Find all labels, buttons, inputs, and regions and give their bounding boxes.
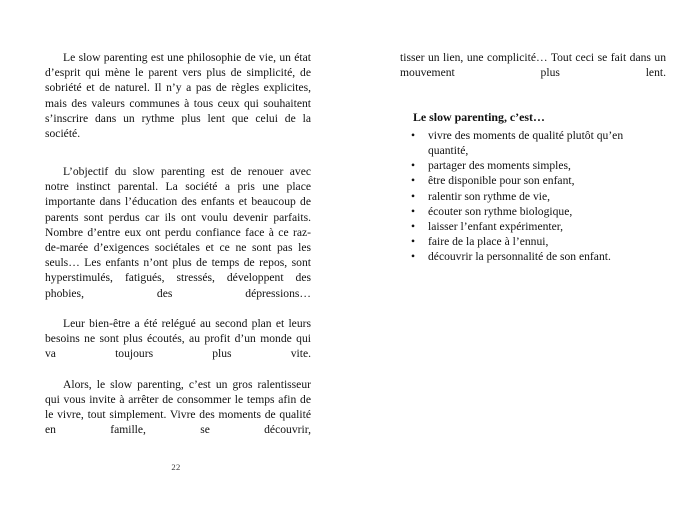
list-item-label: partager des moments simples, (428, 159, 571, 173)
list-item (400, 249, 666, 264)
list-item (400, 158, 666, 173)
right-text-column (400, 50, 666, 265)
list-item-label: être disponible pour son enfant, (428, 174, 575, 188)
paragraph: Leur bien-être a été relégué au second plan et leurs besoins ne sont plus écoutés, au profit d’un monde qui va toujours plus vite. (45, 317, 311, 361)
list-item-label: vivre des moments de qualité plutôt qu’en quantité, (428, 128, 624, 158)
list-item-label: laisser l’enfant expérimenter, (428, 220, 564, 234)
bullet-icon: • (411, 128, 416, 142)
list-item (400, 219, 666, 234)
list-item (400, 128, 666, 158)
bullet-icon: • (411, 174, 416, 188)
bullet-icon: • (411, 189, 416, 203)
bullet-list (400, 128, 666, 265)
list-item (400, 189, 666, 204)
list-item (400, 234, 666, 249)
bullet-icon: • (411, 204, 416, 218)
left-text-column (45, 50, 311, 453)
list-item (400, 204, 666, 219)
paragraph: tisser un lien, une complicité… Tout ceci se fait dans un mouvement plus lent. (400, 51, 666, 80)
list-item (400, 173, 666, 188)
bullet-icon: • (411, 250, 416, 264)
bullet-icon: • (411, 235, 416, 249)
page-number: 22 (171, 462, 181, 472)
list-item-label: faire de la place à l’ennui, (428, 235, 549, 249)
paragraph: Alors, le slow parenting, c’est un gros ralentisseur qui vous invite à arrêter de consommer le temps afin de le vivre, tout simplement. Vivre des moments de qualité en famille, se découvrir, (45, 377, 311, 437)
section-heading: Le slow parenting, c’est… (413, 109, 545, 124)
list-item-label: écouter son rythme biologique, (428, 204, 573, 218)
paragraph: Le slow parenting est une philosophie de vie, un état d’esprit qui mène le parent vers plus de simplicité, de sobriété et de naturel. Il n’y a pas de règles explicites, mais des valeurs communes à tous ceux qui souhaitent s’inscrire dans un rythme plus lent que celui de la société. (45, 51, 311, 141)
bullet-icon: • (411, 220, 416, 234)
paragraph: L’objectif du slow parenting est de renouer avec notre instinct parental. La société a pris une place importante dans l’éducation des enfants et beaucoup de parents sont perdus car ils ont voulu devenir parfaits. Nombre d’entre eux ont perdu confiance face à ce raz-de-marée d’exigences sociétales et ce ne sont pas les seuls… Les enfants n’ont plus de temps de repos, sont hyperstimulés, fatigués, stressés, développent des phobies, des dépressions… (45, 165, 311, 300)
list-item-label: découvrir la personnalité de son enfant. (428, 250, 611, 264)
bullet-icon: • (411, 159, 416, 173)
list-item-label: ralentir son rythme de vie, (428, 189, 551, 203)
